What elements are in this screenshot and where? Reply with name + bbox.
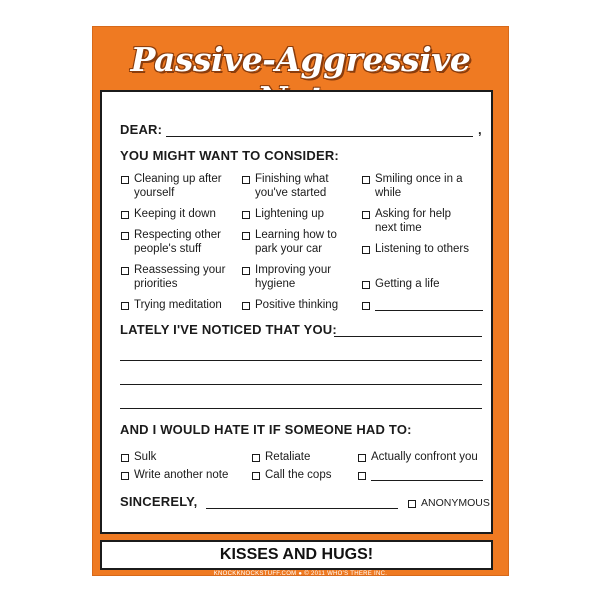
- checkbox[interactable]: [121, 302, 129, 310]
- consider-heading: YOU MIGHT WANT TO CONSIDER:: [120, 148, 339, 163]
- note-card: [100, 90, 493, 534]
- checkbox[interactable]: [362, 246, 370, 254]
- checkbox[interactable]: [242, 211, 250, 219]
- sincerely-label: SINCERELY,: [120, 494, 198, 509]
- checkbox[interactable]: [358, 454, 366, 462]
- consider-item: Trying meditation: [134, 299, 222, 311]
- other-consider-line[interactable]: [375, 310, 483, 311]
- hate-item: Actually confront you: [371, 451, 478, 463]
- checkbox[interactable]: [358, 472, 366, 480]
- noticed-line[interactable]: [334, 336, 482, 337]
- other-hate-line[interactable]: [371, 480, 483, 481]
- hate-item: Write another note: [134, 469, 229, 481]
- note-title: Passive-Aggressive: [130, 40, 471, 79]
- hate-item: Call the cops: [265, 469, 332, 481]
- consider-item: Smiling once in a while: [375, 173, 463, 199]
- checkbox[interactable]: [362, 281, 370, 289]
- checkbox[interactable]: [121, 472, 129, 480]
- consider-item: Getting a life: [375, 278, 440, 290]
- hate-heading: AND I WOULD HATE IT IF SOMEONE HAD TO:: [120, 422, 412, 437]
- checkbox[interactable]: [121, 176, 129, 184]
- checkbox[interactable]: [242, 267, 250, 275]
- closing-banner: KISSES AND HUGS!: [100, 540, 493, 570]
- consider-item: Reassessing your priorities: [134, 264, 226, 290]
- consider-item: Lightening up: [255, 208, 325, 220]
- hate-item: Retaliate: [265, 451, 311, 463]
- checkbox[interactable]: [362, 211, 370, 219]
- consider-item: Improving your hygiene: [255, 264, 332, 290]
- dear-comma: ,: [478, 122, 482, 137]
- anonymous-label: ANONYMOUS: [421, 497, 490, 509]
- checkbox[interactable]: [121, 267, 129, 275]
- signature-line[interactable]: [206, 508, 398, 509]
- noticed-line[interactable]: [120, 408, 482, 409]
- consider-item: Learning how to park your car: [255, 229, 337, 255]
- checkbox[interactable]: [362, 302, 370, 310]
- consider-item: Listening to others: [375, 243, 469, 255]
- noticed-line[interactable]: [120, 360, 482, 361]
- consider-item: Cleaning up after yourself: [134, 173, 222, 199]
- consider-item: Asking for help next time: [375, 208, 452, 234]
- noticed-line[interactable]: [120, 384, 482, 385]
- consider-item: Keeping it down: [134, 208, 216, 220]
- dear-label: DEAR:: [120, 122, 163, 137]
- checkbox[interactable]: [121, 232, 129, 240]
- hate-item: Sulk: [134, 451, 157, 463]
- checkbox[interactable]: [252, 454, 260, 462]
- checkbox[interactable]: [242, 232, 250, 240]
- consider-item: Positive thinking: [255, 299, 339, 311]
- noticed-heading: LATELY I'VE NOTICED THAT YOU:: [120, 322, 337, 337]
- anonymous-checkbox[interactable]: [408, 500, 416, 508]
- dear-line[interactable]: [166, 136, 473, 137]
- consider-item: Finishing what you've started: [255, 173, 329, 199]
- checkbox[interactable]: [121, 211, 129, 219]
- checkbox[interactable]: [242, 176, 250, 184]
- consider-item: Respecting other people's stuff: [134, 229, 221, 255]
- checkbox[interactable]: [362, 176, 370, 184]
- checkbox[interactable]: [242, 302, 250, 310]
- note-pad: [92, 26, 509, 576]
- checkbox[interactable]: [252, 472, 260, 480]
- footer-credit: KNOCKKNOCKSTUFF.COM ● © 2011 WHO'S THERE INC.: [213, 571, 388, 577]
- checkbox[interactable]: [121, 454, 129, 462]
